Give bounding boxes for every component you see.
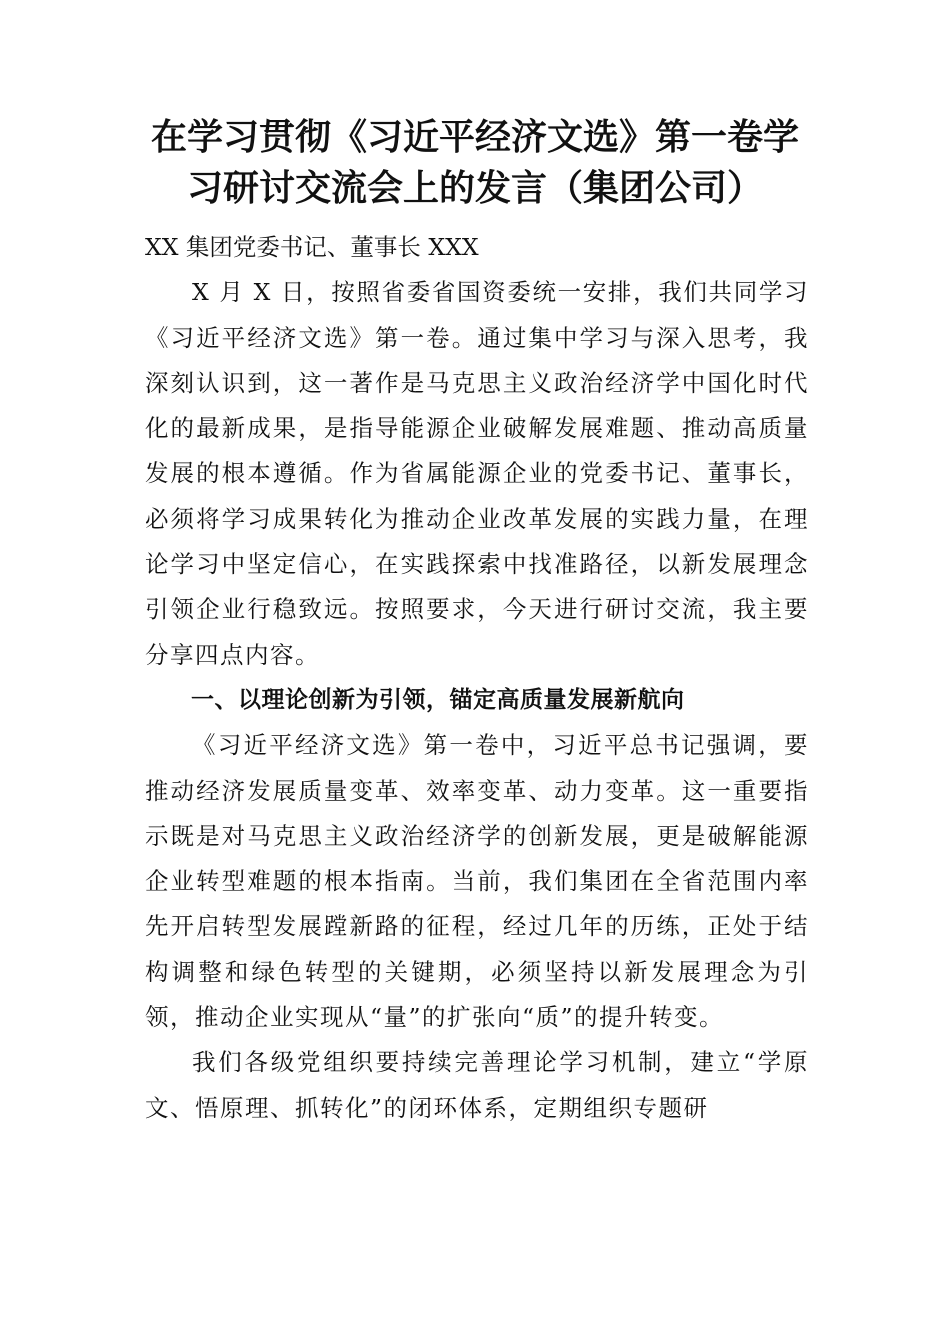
title-line-1: 在学习贯彻《习近平经济文选》第一卷学 [150,116,799,158]
paragraph-section-1: 《习近平经济文选》第一卷中，习近平总书记强调，要推动经济发展质量变革、效率变革、动力变革。这一重要指示既是对马克思主义政治经济学的创新发展，更是破解能源企业转型难题的根本指南。当前，我们集团在全省范围内率先开启转型发展蹚新路的征程，经过几年的历练，正处于结构调整和绿色转型的关键期，必须坚持以新发展理念为引领，推动企业实现从“量”的扩张向“质”的提升转变。 [145,731,809,1032]
paragraph-section-1-continued: 我们各级党组织要持续完善理论学习机制，建立“学原文、悟原理、抓转化”的闭环体系，定期组织专题研 [145,1048,809,1122]
paragraph-intro: X 月 X 日，按照省委省国资委统一安排，我们共同学习《习近平经济文选》第一卷。通过集中学习与深入思考，我深刻认识到，这一著作是马克思主义政治经济学中国化时代化的最新成果，是指导能源企业破解发展难题、推动高质量发展的根本遵循。作为省属能源企业的党委书记、董事长，必须将学习成果转化为推动企业改革发展的实践力量，在理论学习中坚定信心，在实践探索中找准路径，以新发展理念引领企业行稳致远。按照要求，今天进行研讨交流，我主要分享四点内容。 [145,278,809,669]
section-heading-1: 一、以理论创新为引领，锚定高质量发展新航向 [191,686,685,713]
document-title [100,112,850,214]
author-line: XX 集团党委书记、董事长 XXX [145,233,479,261]
document-body [145,225,809,1131]
title-line-2: 习研讨交流会上的发言（集团公司） [186,167,763,209]
